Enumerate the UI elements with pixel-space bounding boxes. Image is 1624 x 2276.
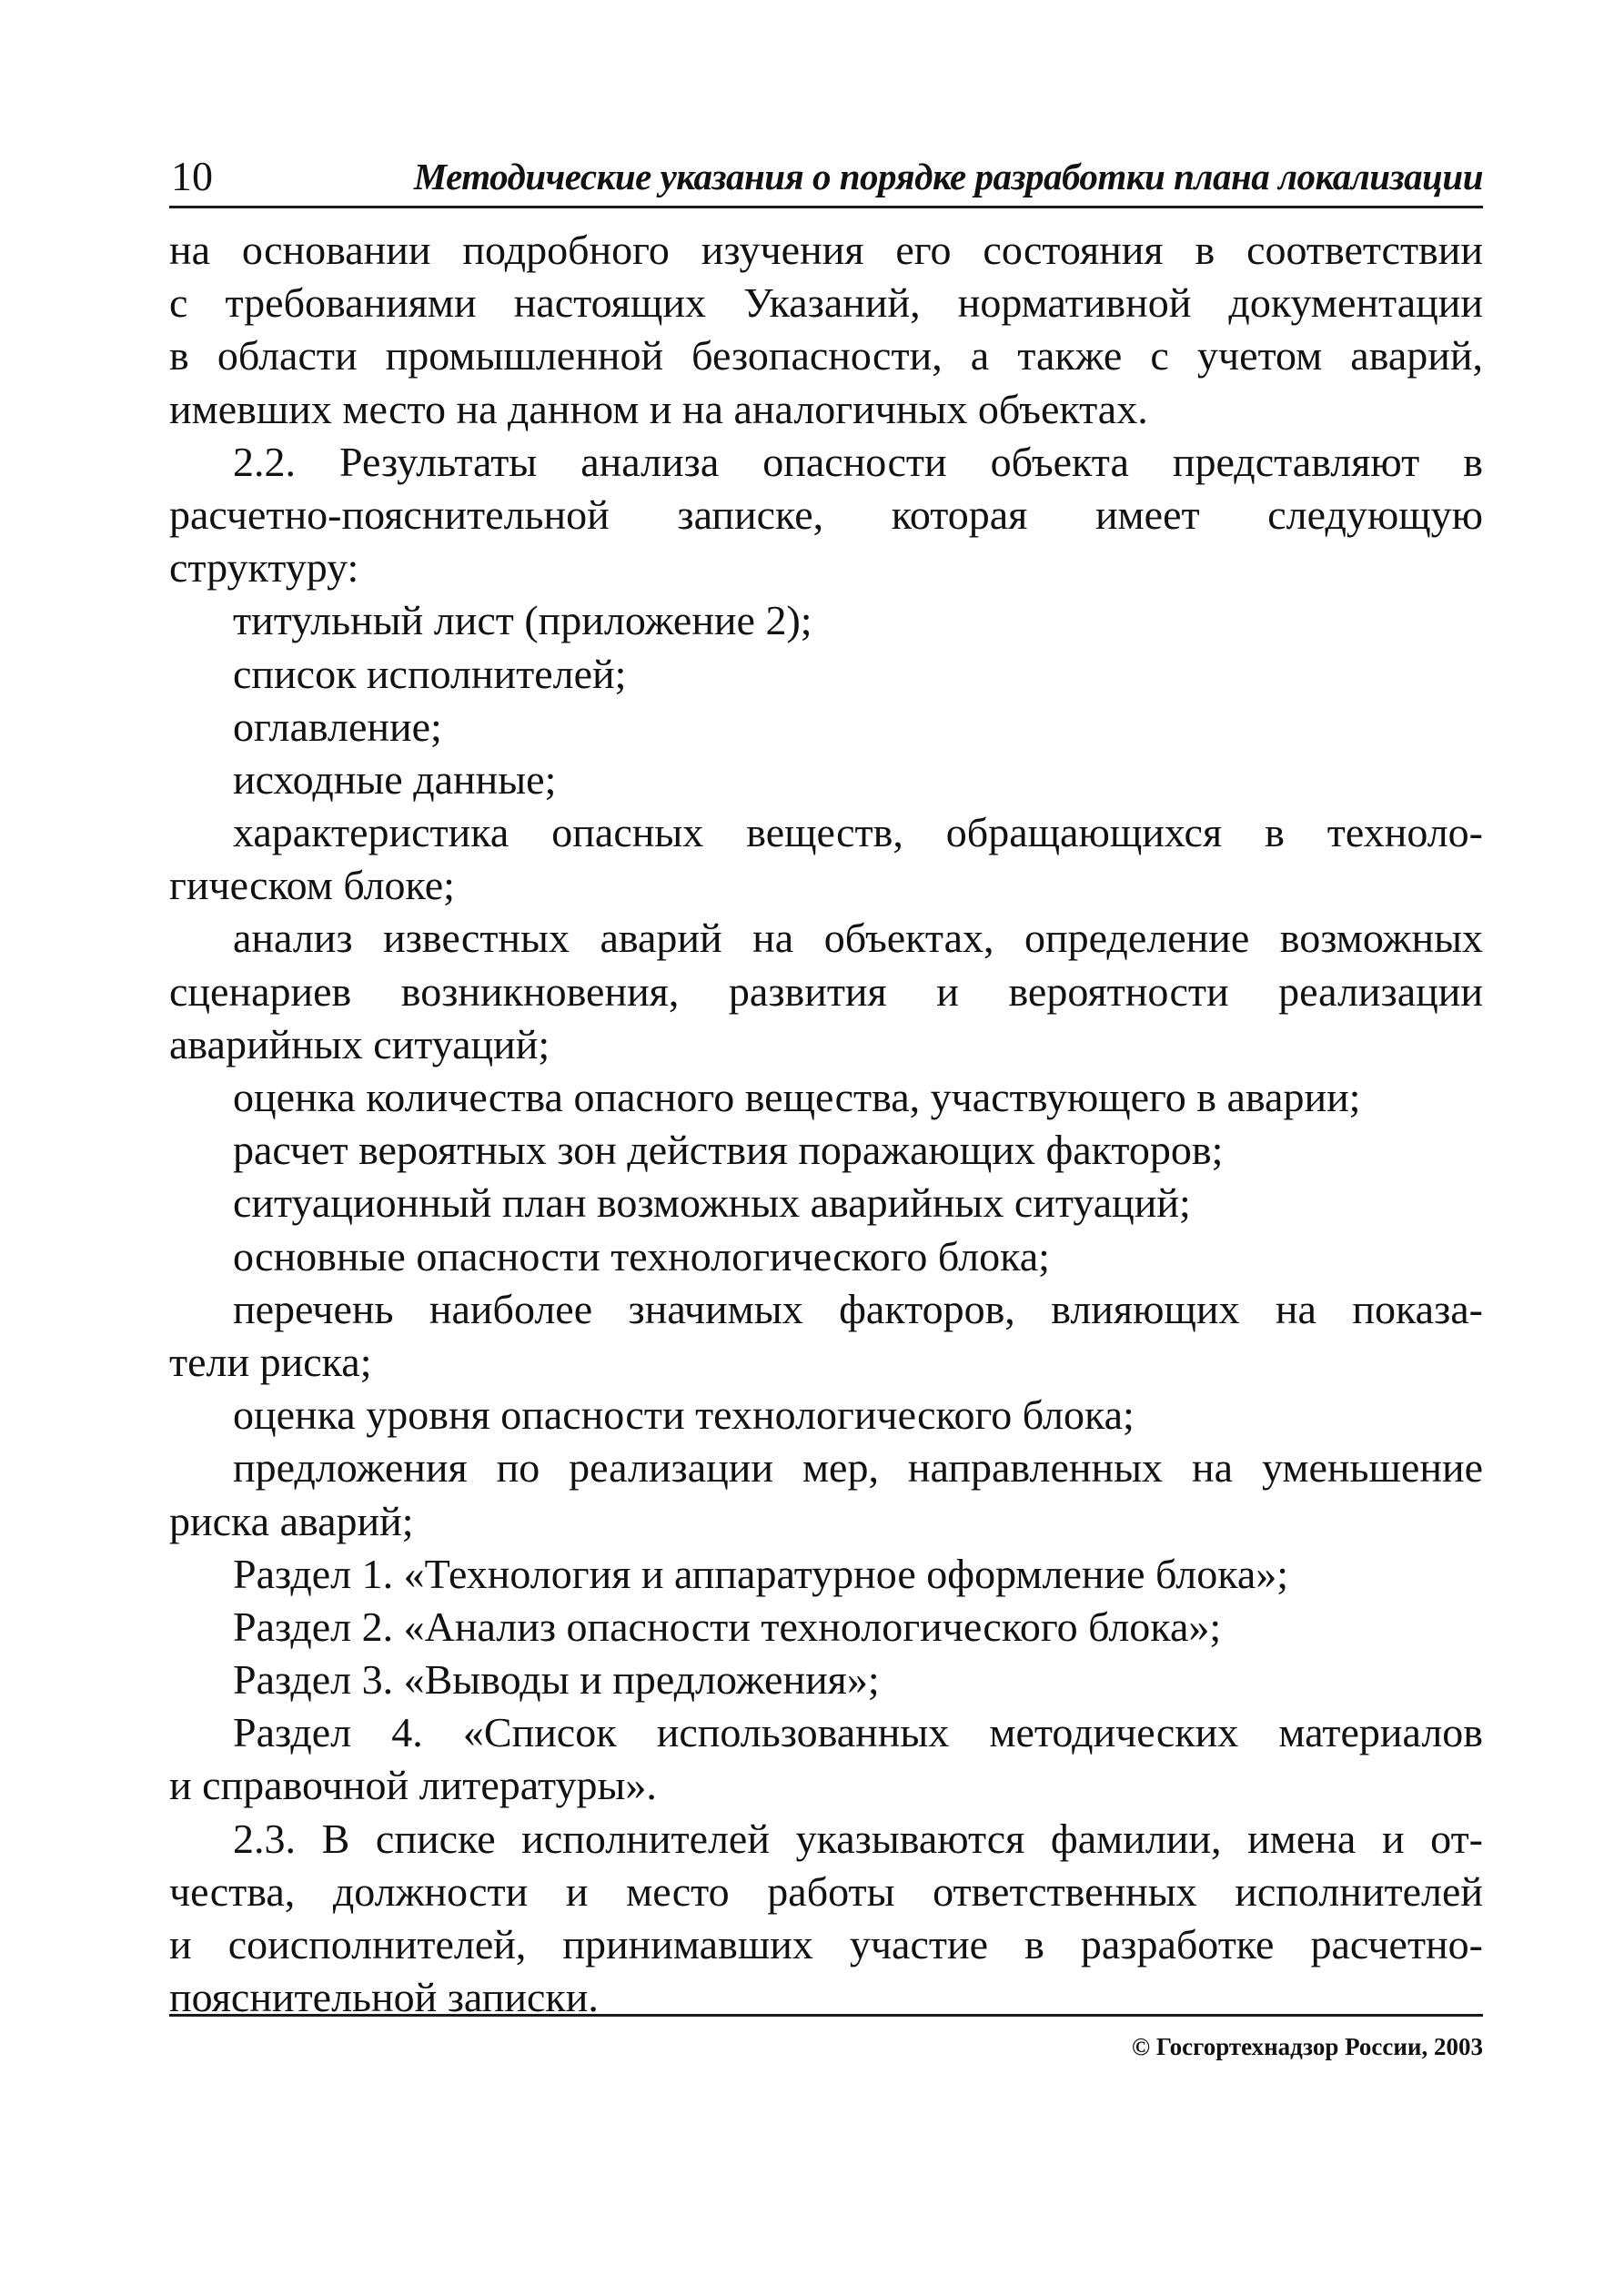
page-number: 10: [171, 153, 213, 199]
copyright-notice: © Госгортехнадзор России, 2003: [1131, 2033, 1483, 2060]
text-line: расчет вероятных зон действия поражающих факторов;: [233, 1127, 1224, 1174]
text-line: Раздел 2. «Анализ опасности технологического блока»;: [233, 1603, 1222, 1650]
text-line: перечень наиболее значимых факторов, влияющих на показа-: [233, 1285, 1483, 1332]
text-line: и справочной литературы».: [169, 1762, 657, 1809]
text-line: с требованиями настоящих Указаний, нормативной документации: [169, 279, 1483, 327]
text-line: основные опасности технологического блока;: [233, 1232, 1050, 1280]
text-line: 2.3. В списке исполнителей указываются фамилии, имена и от-: [233, 1815, 1483, 1862]
text-line: исходные данные;: [233, 755, 557, 803]
text-line: аварийных ситуаций;: [169, 1020, 550, 1067]
body-text: [169, 224, 1483, 2024]
text-line: пояснительной записки.: [169, 1974, 599, 2021]
text-line: тели риска;: [169, 1338, 372, 1385]
text-line: оценка уровня опасности технологического блока;: [233, 1391, 1135, 1439]
text-line: риска аварий;: [169, 1497, 414, 1544]
text-line: 2.2. Результаты анализа опасности объекта представляют в: [233, 438, 1483, 485]
text-line: в области промышленной безопасности, а также с учетом аварий,: [169, 332, 1483, 379]
text-line: оценка количества опасного вещества, участвующего в аварии;: [233, 1074, 1361, 1120]
text-line: Раздел 4. «Список использованных методических материалов: [233, 1709, 1483, 1756]
text-line: и соисполнителей, принимавших участие в разработке расчетно-: [169, 1921, 1483, 1967]
text-line: список исполнителей;: [233, 650, 627, 697]
text-line: чества, должности и место работы ответственных исполнителей: [169, 1867, 1483, 1915]
text-line: предложения по реализации мер, направленных на уменьшение: [233, 1444, 1483, 1492]
text-line: Раздел 3. «Выводы и предложения»;: [233, 1656, 880, 1704]
text-line: оглавление;: [233, 703, 442, 750]
text-line: структуру:: [169, 544, 359, 592]
text-line: расчетно-пояснительной записке, которая имеет следующую: [169, 491, 1483, 538]
text-line: Раздел 1. «Технология и аппаратурное оформление блока»;: [233, 1550, 1289, 1597]
running-title: Методические указания о порядке разработки плана локализации: [413, 156, 1483, 197]
text-line: характеристика опасных веществ, обращающихся в техноло-: [233, 809, 1483, 856]
footer-rule: [169, 2014, 1483, 2017]
page-header: [169, 149, 1483, 208]
text-line: имевших место на данном и на аналогичных объектах.: [169, 385, 1148, 432]
text-line: на основании подробного изучения его состояния в соответствии: [169, 227, 1483, 273]
text-line: гическом блоке;: [169, 862, 455, 909]
text-line: ситуационный план возможных аварийных ситуаций;: [233, 1179, 1191, 1227]
text-line: сценариев возникновения, развития и вероятности реализации: [169, 967, 1483, 1015]
text-line: титульный лист (приложение 2);: [233, 597, 812, 644]
text-line: анализ известных аварий на объектах, определение возможных: [233, 915, 1483, 962]
